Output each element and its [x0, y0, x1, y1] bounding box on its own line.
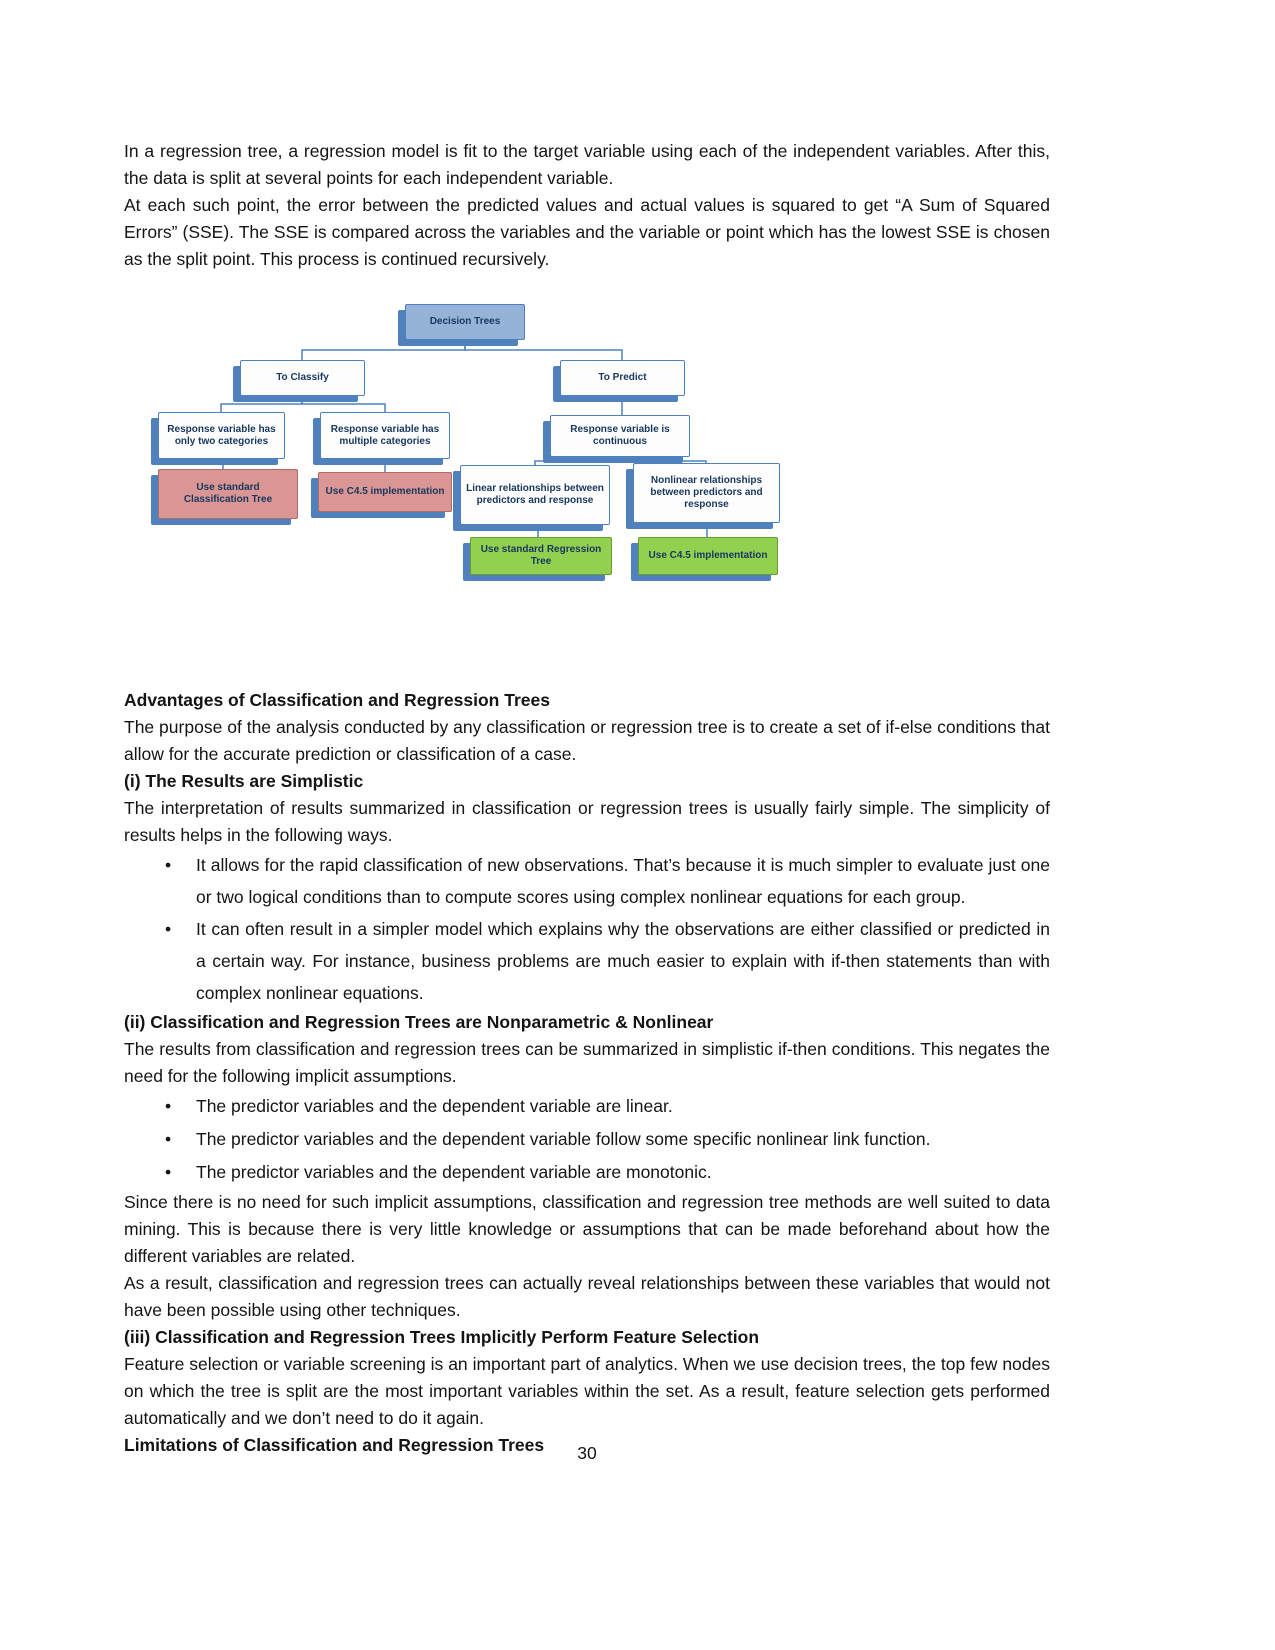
node-response-multiple-categories: Response variable has multiple categories	[320, 412, 450, 459]
heading-nonparametric: (ii) Classification and Regression Trees are Nonparametric & Nonlinear	[124, 1012, 714, 1032]
paragraph-feature-selection: Feature selection or variable screening is an important part of analytics. When we use decision trees, the top few nodes on which the tree is split are the most important variables within the set. As a result, feature selection gets performed automatically and we don’t need to do it again.	[124, 1354, 1050, 1428]
bullet-icon: •	[165, 919, 172, 939]
node-linear-relationships: Linear relationships between predictors and response	[460, 465, 610, 525]
node-decision-trees: Decision Trees	[405, 304, 525, 340]
heading-limitations: Limitations of Classification and Regression Trees	[124, 1435, 545, 1455]
node-use-c45-implementation-classify: Use C4.5 implementation	[318, 472, 452, 512]
node-use-standard-classification-tree: Use standard Classification Tree	[158, 469, 298, 519]
node-to-classify: To Classify	[240, 360, 365, 396]
heading-results-simplistic: (i) The Results are Simplistic	[124, 771, 364, 791]
heading-feature-selection: (iii) Classification and Regression Trees Implicitly Perform Feature Selection	[124, 1327, 760, 1347]
node-use-standard-regression-tree: Use standard Regression Tree	[470, 537, 612, 575]
list-item	[165, 1123, 1050, 1156]
list-item	[165, 1090, 1050, 1123]
node-use-c45-implementation-predict: Use C4.5 implementation	[638, 537, 778, 575]
bullet-text: It allows for the rapid classification of new observations. That’s because it is much simpler to evaluate just one or two logical conditions than to compute scores using complex nonlinear equations for each group.	[196, 855, 1050, 907]
intro-paragraph-2: At each such point, the error between the predicted values and actual values is squared to get “A Sum of Squared Errors” (SSE). The SSE is compared across the variables and the variable or point which has the lowest SSE is chosen as the split point. This process is continued recursively.	[124, 195, 1050, 269]
bullet-icon: •	[165, 1129, 172, 1149]
bullet-icon: •	[165, 1162, 172, 1182]
bullet-text: It can often result in a simpler model which explains why the observations are either classified or predicted in a certain way. For instance, business problems are much easier to explain with if-then statements than with complex nonlinear equations.	[196, 919, 1050, 1003]
decision-tree-diagram	[150, 297, 850, 597]
paragraph-results-simplistic: The interpretation of results summarized in classification or regression trees is usually fairly simple. The simplicity of results helps in the following ways.	[124, 798, 1050, 845]
intro-paragraph-1: In a regression tree, a regression model is fit to the target variable using each of the independent variables. After this, the data is split at several points for each independent variable.	[124, 141, 1050, 188]
node-response-continuous: Response variable is continuous	[550, 415, 690, 457]
bullet-list-assumptions	[124, 1090, 1050, 1189]
list-item	[165, 1156, 1050, 1189]
bullet-icon: •	[165, 1096, 172, 1116]
paragraph-advantages: The purpose of the analysis conducted by any classification or regression tree is to create a set of if-else conditions that allow for the accurate prediction or classification of a case.	[124, 717, 1050, 764]
bullet-icon: •	[165, 855, 172, 875]
page-content	[124, 138, 1050, 1459]
heading-advantages: Advantages of Classification and Regression Trees	[124, 690, 550, 710]
node-nonlinear-relationships: Nonlinear relationships between predictors and response	[633, 463, 780, 523]
node-to-predict: To Predict	[560, 360, 685, 396]
list-item	[165, 913, 1050, 1009]
page-number: 30	[577, 1443, 597, 1463]
list-item	[165, 849, 1050, 913]
paragraph-no-assumptions: Since there is no need for such implicit assumptions, classification and regression tree methods are well suited to data mining. This is because there is very little knowledge or assumptions that can be made beforehand about how the different variables are related.	[124, 1192, 1050, 1266]
paragraph-reveal-relationships: As a result, classification and regression trees can actually reveal relationships between these variables that would not have been possible using other techniques.	[124, 1273, 1050, 1320]
bullet-list-simplistic	[124, 849, 1050, 1009]
bullet-text: The predictor variables and the dependent variable follow some specific nonlinear link function.	[196, 1129, 931, 1149]
node-response-two-categories: Response variable has only two categories	[158, 412, 285, 459]
paragraph-nonparametric: The results from classification and regression trees can be summarized in simplistic if-then conditions. This negates the need for the following implicit assumptions.	[124, 1039, 1050, 1086]
bullet-text: The predictor variables and the dependent variable are monotonic.	[196, 1162, 712, 1182]
bullet-text: The predictor variables and the dependent variable are linear.	[196, 1096, 673, 1116]
